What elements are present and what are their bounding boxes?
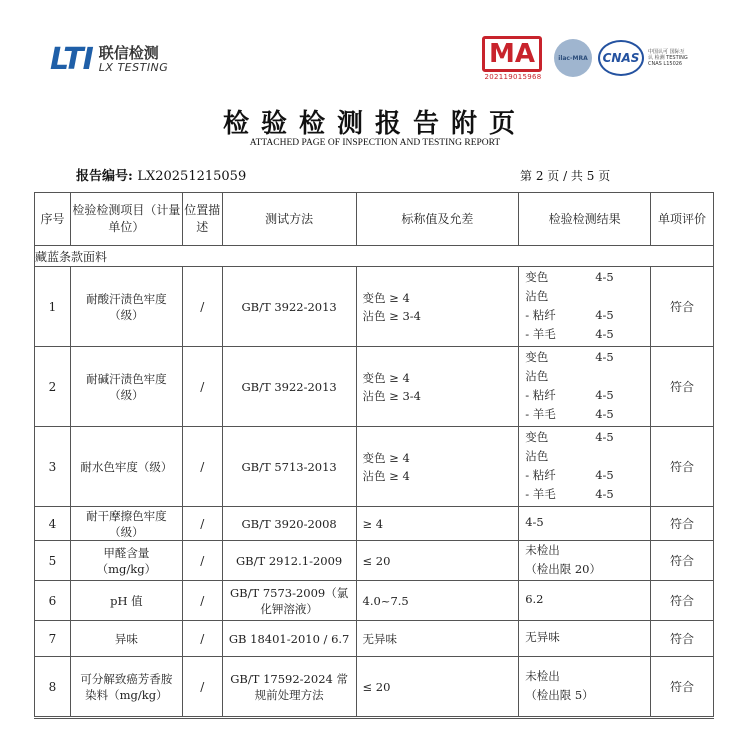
result-label: 沾色 (525, 448, 549, 463)
result-cell (519, 541, 651, 581)
spec-line: ≥ 4 (362, 516, 384, 531)
result-value: 4-5 (595, 269, 614, 284)
result-label: 未检出 (525, 542, 560, 557)
spec-cell (356, 427, 519, 507)
header-item: 检验检测项目（计量单位） (70, 193, 182, 246)
cnas-icon: CNAS (598, 40, 644, 76)
result-cell (519, 267, 651, 347)
result-line (525, 486, 650, 505)
header-eval: 单项评价 (651, 193, 714, 246)
result-line (525, 668, 650, 687)
result-cell (519, 581, 651, 621)
table-row (35, 347, 714, 427)
row-number: 1 (35, 267, 71, 347)
spec-line: 沾色 ≥ 3-4 (362, 388, 421, 403)
result-value: 4-5 (595, 467, 614, 482)
result-label: - 羊毛 (525, 326, 556, 341)
result-label: （检出限 5） (525, 687, 594, 702)
evaluation: 符合 (651, 427, 714, 507)
result-line (525, 429, 650, 448)
spec-line: 变色 ≥ 4 (362, 450, 410, 465)
result-line (525, 591, 650, 610)
result-label: 变色 (525, 269, 549, 284)
report-number-value: LX20251215059 (137, 169, 247, 184)
evaluation: 符合 (651, 267, 714, 347)
test-method: GB 18401-2010 / 6.7 (222, 621, 356, 657)
brand-name-cn: 联信检测 (98, 43, 159, 62)
cma-mark: MA (482, 36, 542, 72)
evaluation: 符合 (651, 507, 714, 541)
result-label: 6.2 (525, 592, 544, 606)
position-desc: / (182, 581, 222, 621)
item-name: 耐干摩擦色牢度（级） (70, 507, 182, 541)
item-name: 耐水色牢度（级） (70, 427, 182, 507)
table-row (35, 541, 714, 581)
position-desc: / (182, 507, 222, 541)
result-value: 4-5 (595, 387, 614, 402)
result-line (525, 542, 650, 561)
position-desc: / (182, 657, 222, 717)
row-number: 3 (35, 427, 71, 507)
result-label: - 羊毛 (525, 406, 556, 421)
test-method: GB/T 17592-2024 常规前处理方法 (222, 657, 356, 717)
result-label: 无异味 (525, 630, 560, 644)
spec-cell (356, 267, 519, 347)
table-row (35, 657, 714, 717)
header-seq: 序号 (35, 193, 71, 246)
test-method: GB/T 7573-2009（氯化钾溶液） (222, 581, 356, 621)
item-name: 耐酸汗渍色牢度（级） (70, 267, 182, 347)
item-name: 异味 (70, 621, 182, 657)
inspection-table (34, 192, 714, 717)
certification-logos (482, 36, 688, 80)
page-info: 第 2 页 / 共 5 页 (520, 169, 611, 183)
result-label: 4-5 (525, 515, 544, 529)
header-spec: 标称值及允差 (356, 193, 519, 246)
spec-line: 变色 ≥ 4 (362, 370, 410, 385)
evaluation: 符合 (651, 541, 714, 581)
cnas-caption: 中国认可 国际互认 检测 TESTING CNAS L15026 (648, 49, 688, 67)
row-number: 6 (35, 581, 71, 621)
header-result: 检验检测结果 (519, 193, 651, 246)
result-label: （检出限 20） (525, 561, 601, 576)
result-value: 4-5 (595, 326, 614, 341)
result-line (525, 307, 650, 326)
table-row (35, 621, 714, 657)
position-desc: / (182, 621, 222, 657)
footnote-rule (34, 718, 714, 729)
result-label: 变色 (525, 349, 549, 364)
result-line (525, 687, 650, 706)
evaluation: 符合 (651, 621, 714, 657)
result-cell (519, 347, 651, 427)
spec-line: 沾色 ≥ 4 (362, 468, 410, 483)
result-cell (519, 507, 651, 541)
result-value: 4-5 (595, 349, 614, 364)
report-header (0, 0, 750, 95)
row-number: 2 (35, 347, 71, 427)
table-row (35, 581, 714, 621)
item-name: 耐碱汗渍色牢度（级） (70, 347, 182, 427)
result-line (525, 514, 650, 533)
result-label: 变色 (525, 429, 549, 444)
test-method: GB/T 3922-2013 (222, 347, 356, 427)
spec-cell (356, 621, 519, 657)
spec-line: ≤ 20 (362, 679, 391, 694)
result-cell (519, 621, 651, 657)
result-line (525, 349, 650, 368)
page-title: 检验检测报告附页 (222, 109, 527, 139)
position-desc: / (182, 347, 222, 427)
evaluation: 符合 (651, 657, 714, 717)
page-subtitle: ATTACHED PAGE OF INSPECTION AND TESTING REPORT (249, 138, 501, 148)
brand-name-en: LX TESTING (98, 60, 169, 74)
result-label: - 羊毛 (525, 486, 556, 501)
spec-cell (356, 581, 519, 621)
position-desc: / (182, 427, 222, 507)
spec-cell (356, 657, 519, 717)
spec-cell (356, 541, 519, 581)
result-label: 未检出 (525, 668, 560, 683)
header-method: 测试方法 (222, 193, 356, 246)
test-method: GB/T 3920-2008 (222, 507, 356, 541)
table-row (35, 267, 714, 347)
result-label: - 粘纤 (525, 387, 556, 402)
row-number: 7 (35, 621, 71, 657)
item-name: pH 值 (70, 581, 182, 621)
result-cell (519, 657, 651, 717)
position-desc: / (182, 541, 222, 581)
spec-cell (356, 507, 519, 541)
result-line (525, 406, 650, 425)
item-name: 可分解致癌芳香胺染料（mg/kg） (70, 657, 182, 717)
lti-logo-mark: LTI (50, 42, 93, 77)
table-header-row (35, 193, 714, 246)
cma-seal-icon (482, 36, 544, 80)
table-row (35, 427, 714, 507)
evaluation: 符合 (651, 347, 714, 427)
result-line (525, 629, 650, 648)
spec-line: ≤ 20 (362, 553, 391, 568)
result-cell (519, 427, 651, 507)
test-method: GB/T 3922-2013 (222, 267, 356, 347)
result-label: 沾色 (525, 288, 549, 303)
row-number: 5 (35, 541, 71, 581)
result-label: - 粘纤 (525, 307, 556, 322)
row-number: 8 (35, 657, 71, 717)
result-line (525, 269, 650, 288)
spec-line: 变色 ≥ 4 (362, 290, 410, 305)
evaluation: 符合 (651, 581, 714, 621)
cma-number: 202119015968 (484, 73, 542, 81)
result-label: - 粘纤 (525, 467, 556, 482)
result-value: 4-5 (595, 406, 614, 421)
table-row (35, 507, 714, 541)
result-value: 4-5 (595, 307, 614, 322)
result-line (525, 368, 650, 387)
item-name: 甲醛含量（mg/kg） (70, 541, 182, 581)
result-value: 4-5 (595, 486, 614, 501)
position-desc: / (182, 267, 222, 347)
spec-line: 沾色 ≥ 3-4 (362, 308, 421, 323)
result-line (525, 448, 650, 467)
spec-cell (356, 347, 519, 427)
ilac-mra-icon: ilac-MRA (554, 39, 592, 77)
result-label: 沾色 (525, 368, 549, 383)
result-line (525, 288, 650, 307)
spec-line: 4.0~7.5 (362, 593, 409, 608)
report-number (76, 165, 246, 184)
result-value: 4-5 (595, 429, 614, 444)
row-number: 4 (35, 507, 71, 541)
result-line (525, 326, 650, 345)
section-title: 藏蓝条款面料 (35, 246, 714, 267)
header-pos: 位置描述 (182, 193, 222, 246)
result-line (525, 561, 650, 580)
lx-testing-logo (50, 42, 168, 77)
test-method: GB/T 5713-2013 (222, 427, 356, 507)
test-method: GB/T 2912.1-2009 (222, 541, 356, 581)
report-number-label: 报告编号: (76, 169, 133, 184)
section-row (35, 246, 714, 267)
result-line (525, 387, 650, 406)
result-line (525, 467, 650, 486)
spec-line: 无异味 (362, 631, 398, 646)
